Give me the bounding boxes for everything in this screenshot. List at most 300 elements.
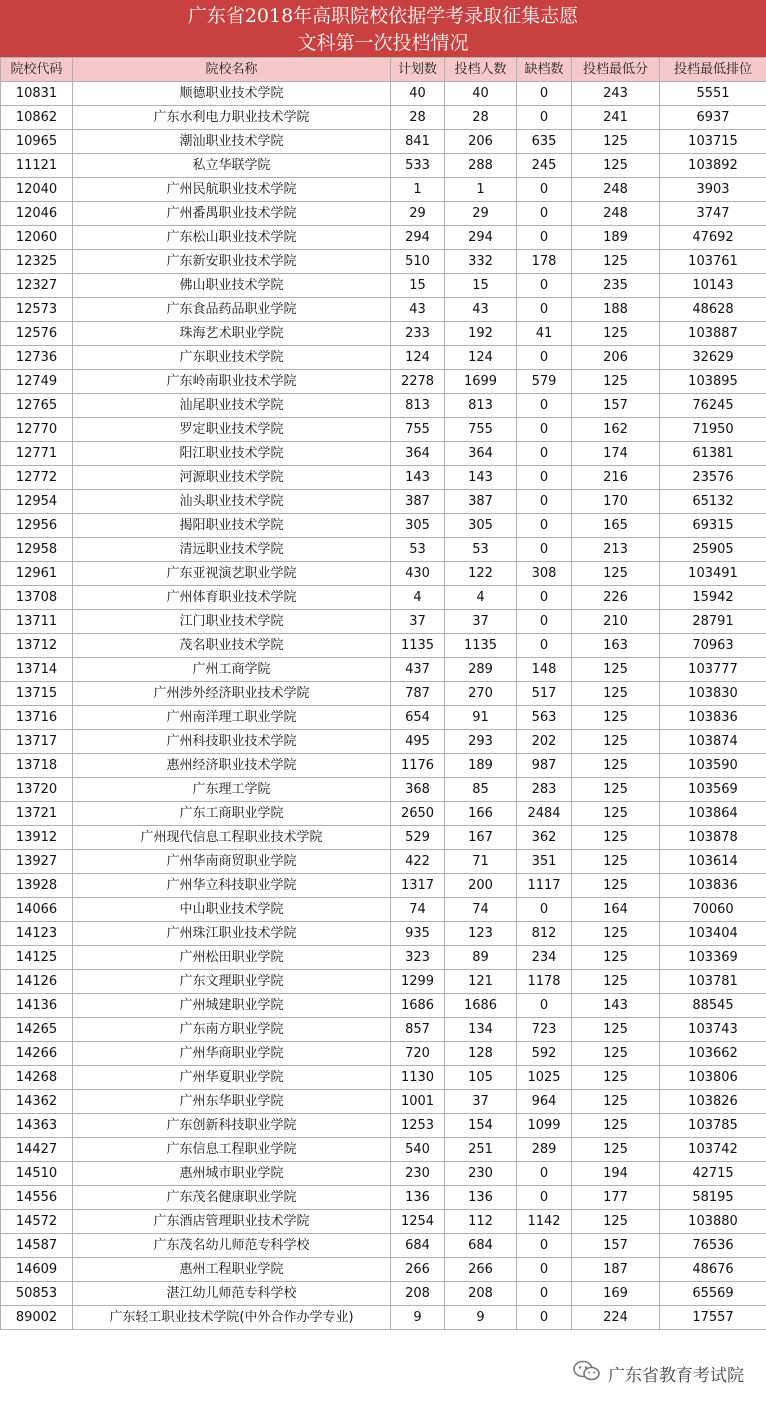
cell-min-rank: 103614: [660, 850, 766, 874]
table-row: [1, 298, 766, 322]
cell-shortfall: 289: [517, 1138, 572, 1162]
cell-shortfall: 41: [517, 322, 572, 346]
cell-shortfall: 579: [517, 370, 572, 394]
cell-admitted: 134: [445, 1018, 517, 1042]
cell-plan: 28: [391, 106, 445, 130]
cell-admitted: 105: [445, 1066, 517, 1090]
cell-shortfall: 0: [517, 202, 572, 226]
cell-school-name: 茂名职业技术学院: [73, 634, 391, 658]
cell-shortfall: 0: [517, 298, 572, 322]
cell-code: 13912: [1, 826, 73, 850]
cell-code: 12736: [1, 346, 73, 370]
cell-min-score: 206: [572, 346, 660, 370]
cell-school-name: 河源职业技术学院: [73, 466, 391, 490]
cell-school-name: 中山职业技术学院: [73, 898, 391, 922]
cell-admitted: 29: [445, 202, 517, 226]
table-row: [1, 154, 766, 178]
cell-school-name: 广州华商职业学院: [73, 1042, 391, 1066]
table-row: [1, 1258, 766, 1282]
cell-shortfall: 0: [517, 586, 572, 610]
cell-shortfall: 0: [517, 1258, 572, 1282]
cell-min-score: 143: [572, 994, 660, 1018]
cell-min-rank: 103785: [660, 1114, 766, 1138]
cell-school-name: 广州东华职业学院: [73, 1090, 391, 1114]
table-row: [1, 586, 766, 610]
cell-shortfall: 0: [517, 634, 572, 658]
cell-shortfall: 0: [517, 1282, 572, 1306]
cell-plan: 233: [391, 322, 445, 346]
cell-min-rank: 48628: [660, 298, 766, 322]
cell-admitted: 53: [445, 538, 517, 562]
cell-min-rank: 103715: [660, 130, 766, 154]
column-header-shortfall: 缺档数: [517, 58, 572, 82]
table-row: [1, 274, 766, 298]
cell-school-name: 广东创新科技职业学院: [73, 1114, 391, 1138]
cell-plan: 208: [391, 1282, 445, 1306]
cell-school-name: 广州松田职业学院: [73, 946, 391, 970]
cell-admitted: 294: [445, 226, 517, 250]
cell-shortfall: 0: [517, 466, 572, 490]
cell-min-score: 177: [572, 1186, 660, 1210]
cell-admitted: 112: [445, 1210, 517, 1234]
cell-min-rank: 42715: [660, 1162, 766, 1186]
cell-school-name: 广东茂名健康职业学院: [73, 1186, 391, 1210]
footer-text: 广东省教育考试院: [608, 1365, 744, 1386]
cell-shortfall: 245: [517, 154, 572, 178]
cell-min-rank: 103830: [660, 682, 766, 706]
table-row: [1, 250, 766, 274]
cell-admitted: 684: [445, 1234, 517, 1258]
cell-plan: 857: [391, 1018, 445, 1042]
cell-shortfall: 362: [517, 826, 572, 850]
cell-admitted: 143: [445, 466, 517, 490]
cell-admitted: 74: [445, 898, 517, 922]
cell-min-score: 235: [572, 274, 660, 298]
cell-min-rank: 71950: [660, 418, 766, 442]
cell-code: 14268: [1, 1066, 73, 1090]
cell-admitted: 1699: [445, 370, 517, 394]
table-row: [1, 778, 766, 802]
cell-plan: 230: [391, 1162, 445, 1186]
column-header-plan: 计划数: [391, 58, 445, 82]
table-row: [1, 562, 766, 586]
cell-plan: 136: [391, 1186, 445, 1210]
cell-min-score: 125: [572, 250, 660, 274]
cell-min-rank: 103878: [660, 826, 766, 850]
table-row: [1, 370, 766, 394]
cell-code: 12749: [1, 370, 73, 394]
cell-plan: 305: [391, 514, 445, 538]
cell-code: 13927: [1, 850, 73, 874]
cell-min-score: 125: [572, 754, 660, 778]
cell-school-name: 广东轻工职业技术学院(中外合作办学专业): [73, 1306, 391, 1330]
cell-admitted: 200: [445, 874, 517, 898]
cell-shortfall: 0: [517, 394, 572, 418]
column-header-min-score: 投档最低分: [572, 58, 660, 82]
cell-code: 12961: [1, 562, 73, 586]
table-row: [1, 1090, 766, 1114]
cell-min-score: 189: [572, 226, 660, 250]
cell-min-score: 125: [572, 130, 660, 154]
cell-school-name: 广东水利电力职业技术学院: [73, 106, 391, 130]
cell-shortfall: 0: [517, 226, 572, 250]
cell-min-rank: 103662: [660, 1042, 766, 1066]
cell-code: 14266: [1, 1042, 73, 1066]
table-row: [1, 1138, 766, 1162]
cell-min-score: 224: [572, 1306, 660, 1330]
page-title: 广东省2018年高职院校依据学考录取征集志愿: [187, 5, 579, 27]
cell-min-rank: 17557: [660, 1306, 766, 1330]
cell-min-score: 125: [572, 1114, 660, 1138]
column-header-name: 院校名称: [73, 58, 391, 82]
cell-min-rank: 103491: [660, 562, 766, 586]
cell-admitted: 293: [445, 730, 517, 754]
cell-shortfall: 517: [517, 682, 572, 706]
table-row: [1, 946, 766, 970]
cell-plan: 266: [391, 1258, 445, 1282]
cell-min-rank: 103569: [660, 778, 766, 802]
cell-school-name: 广东亚视演艺职业学院: [73, 562, 391, 586]
admission-table: [0, 57, 766, 1330]
table-row: [1, 610, 766, 634]
cell-school-name: 广州体育职业技术学院: [73, 586, 391, 610]
table-row: [1, 442, 766, 466]
page-subtitle: 文科第一次投档情况: [297, 32, 469, 54]
cell-min-rank: 103880: [660, 1210, 766, 1234]
cell-shortfall: 178: [517, 250, 572, 274]
cell-school-name: 广东新安职业技术学院: [73, 250, 391, 274]
cell-code: 14609: [1, 1258, 73, 1282]
cell-min-rank: 15942: [660, 586, 766, 610]
cell-code: 14125: [1, 946, 73, 970]
cell-min-rank: 65569: [660, 1282, 766, 1306]
cell-school-name: 广州南洋理工职业学院: [73, 706, 391, 730]
cell-shortfall: 0: [517, 1234, 572, 1258]
cell-school-name: 佛山职业技术学院: [73, 274, 391, 298]
cell-min-score: 125: [572, 826, 660, 850]
cell-code: 89002: [1, 1306, 73, 1330]
wechat-icon: [572, 1359, 602, 1388]
cell-school-name: 揭阳职业技术学院: [73, 514, 391, 538]
cell-shortfall: 0: [517, 1306, 572, 1330]
cell-min-rank: 23576: [660, 466, 766, 490]
cell-code: 14265: [1, 1018, 73, 1042]
cell-school-name: 广东茂名幼儿师范专科学校: [73, 1234, 391, 1258]
cell-admitted: 136: [445, 1186, 517, 1210]
table-row: [1, 466, 766, 490]
cell-shortfall: 563: [517, 706, 572, 730]
cell-plan: 53: [391, 538, 445, 562]
cell-plan: 841: [391, 130, 445, 154]
table-row: [1, 1306, 766, 1330]
cell-shortfall: 964: [517, 1090, 572, 1114]
cell-plan: 1299: [391, 970, 445, 994]
cell-min-score: 125: [572, 658, 660, 682]
cell-code: 12770: [1, 418, 73, 442]
cell-school-name: 广东职业技术学院: [73, 346, 391, 370]
cell-min-score: 125: [572, 154, 660, 178]
cell-admitted: 332: [445, 250, 517, 274]
table-row: [1, 850, 766, 874]
table-row: [1, 202, 766, 226]
table-row: [1, 1162, 766, 1186]
cell-min-rank: 103887: [660, 322, 766, 346]
cell-code: 10831: [1, 82, 73, 106]
cell-code: 12040: [1, 178, 73, 202]
cell-admitted: 189: [445, 754, 517, 778]
cell-school-name: 惠州工程职业学院: [73, 1258, 391, 1282]
cell-plan: 2650: [391, 802, 445, 826]
table-row: [1, 1042, 766, 1066]
cell-min-score: 125: [572, 970, 660, 994]
table-row: [1, 802, 766, 826]
cell-plan: 29: [391, 202, 445, 226]
cell-admitted: 37: [445, 610, 517, 634]
cell-min-score: 125: [572, 946, 660, 970]
cell-min-score: 125: [572, 922, 660, 946]
cell-min-score: 125: [572, 1018, 660, 1042]
footer-source: [572, 1358, 744, 1388]
cell-min-score: 157: [572, 1234, 660, 1258]
cell-shortfall: 0: [517, 274, 572, 298]
cell-min-rank: 103369: [660, 946, 766, 970]
cell-admitted: 387: [445, 490, 517, 514]
cell-shortfall: 0: [517, 442, 572, 466]
table-row: [1, 346, 766, 370]
cell-plan: 74: [391, 898, 445, 922]
cell-plan: 387: [391, 490, 445, 514]
cell-min-score: 125: [572, 370, 660, 394]
table-row: [1, 130, 766, 154]
cell-min-score: 226: [572, 586, 660, 610]
cell-min-rank: 32629: [660, 346, 766, 370]
cell-min-rank: 103836: [660, 874, 766, 898]
cell-plan: 43: [391, 298, 445, 322]
cell-code: 12958: [1, 538, 73, 562]
cell-school-name: 清远职业技术学院: [73, 538, 391, 562]
cell-min-score: 188: [572, 298, 660, 322]
cell-min-score: 125: [572, 1210, 660, 1234]
cell-plan: 323: [391, 946, 445, 970]
cell-admitted: 167: [445, 826, 517, 850]
cell-code: 12771: [1, 442, 73, 466]
cell-min-score: 164: [572, 898, 660, 922]
table-row: [1, 1066, 766, 1090]
cell-code: 12046: [1, 202, 73, 226]
cell-code: 14572: [1, 1210, 73, 1234]
cell-code: 13716: [1, 706, 73, 730]
cell-shortfall: 0: [517, 1162, 572, 1186]
cell-school-name: 广州城建职业学院: [73, 994, 391, 1018]
cell-shortfall: 1142: [517, 1210, 572, 1234]
cell-min-score: 210: [572, 610, 660, 634]
cell-code: 12765: [1, 394, 73, 418]
table-row: [1, 514, 766, 538]
cell-min-score: 213: [572, 538, 660, 562]
cell-code: 11121: [1, 154, 73, 178]
cell-plan: 720: [391, 1042, 445, 1066]
cell-min-rank: 103806: [660, 1066, 766, 1090]
cell-min-rank: 47692: [660, 226, 766, 250]
table-row: [1, 826, 766, 850]
cell-min-score: 125: [572, 850, 660, 874]
cell-plan: 813: [391, 394, 445, 418]
cell-min-score: 125: [572, 1042, 660, 1066]
cell-code: 13708: [1, 586, 73, 610]
table-body: [1, 82, 766, 1330]
table-row: [1, 730, 766, 754]
cell-school-name: 惠州经济职业技术学院: [73, 754, 391, 778]
cell-min-rank: 10143: [660, 274, 766, 298]
cell-min-score: 125: [572, 1090, 660, 1114]
cell-school-name: 广东文理职业学院: [73, 970, 391, 994]
cell-min-score: 248: [572, 202, 660, 226]
cell-min-score: 174: [572, 442, 660, 466]
cell-shortfall: 234: [517, 946, 572, 970]
cell-school-name: 罗定职业技术学院: [73, 418, 391, 442]
cell-plan: 1253: [391, 1114, 445, 1138]
cell-admitted: 85: [445, 778, 517, 802]
cell-shortfall: 0: [517, 106, 572, 130]
cell-min-score: 125: [572, 322, 660, 346]
cell-min-score: 125: [572, 1066, 660, 1090]
cell-shortfall: 1117: [517, 874, 572, 898]
cell-plan: 1130: [391, 1066, 445, 1090]
cell-admitted: 9: [445, 1306, 517, 1330]
cell-min-rank: 103836: [660, 706, 766, 730]
cell-min-score: 169: [572, 1282, 660, 1306]
cell-code: 14427: [1, 1138, 73, 1162]
cell-shortfall: 635: [517, 130, 572, 154]
cell-school-name: 广东南方职业学院: [73, 1018, 391, 1042]
table-row: [1, 538, 766, 562]
table-row: [1, 706, 766, 730]
cell-plan: 437: [391, 658, 445, 682]
cell-admitted: 208: [445, 1282, 517, 1306]
cell-plan: 540: [391, 1138, 445, 1162]
cell-min-score: 243: [572, 82, 660, 106]
cell-plan: 510: [391, 250, 445, 274]
table-row: [1, 970, 766, 994]
cell-plan: 1317: [391, 874, 445, 898]
cell-school-name: 广州现代信息工程职业技术学院: [73, 826, 391, 850]
cell-admitted: 813: [445, 394, 517, 418]
cell-shortfall: 0: [517, 1186, 572, 1210]
cell-code: 12060: [1, 226, 73, 250]
cell-min-rank: 103404: [660, 922, 766, 946]
cell-admitted: 91: [445, 706, 517, 730]
table-row: [1, 1210, 766, 1234]
cell-code: 12325: [1, 250, 73, 274]
cell-min-score: 162: [572, 418, 660, 442]
cell-school-name: 广州民航职业技术学院: [73, 178, 391, 202]
cell-min-rank: 76245: [660, 394, 766, 418]
cell-min-score: 170: [572, 490, 660, 514]
cell-code: 14362: [1, 1090, 73, 1114]
cell-admitted: 1135: [445, 634, 517, 658]
cell-code: 14510: [1, 1162, 73, 1186]
cell-admitted: 288: [445, 154, 517, 178]
cell-min-rank: 103761: [660, 250, 766, 274]
cell-code: 13718: [1, 754, 73, 778]
cell-min-rank: 25905: [660, 538, 766, 562]
cell-code: 12772: [1, 466, 73, 490]
table-header-row: [1, 58, 766, 82]
cell-code: 12573: [1, 298, 73, 322]
table-row: [1, 682, 766, 706]
cell-code: 14556: [1, 1186, 73, 1210]
table-row: [1, 994, 766, 1018]
cell-admitted: 122: [445, 562, 517, 586]
cell-plan: 143: [391, 466, 445, 490]
cell-code: 13721: [1, 802, 73, 826]
cell-school-name: 广州工商学院: [73, 658, 391, 682]
cell-min-rank: 6937: [660, 106, 766, 130]
table-row: [1, 226, 766, 250]
table-row: [1, 754, 766, 778]
cell-min-rank: 58195: [660, 1186, 766, 1210]
cell-shortfall: 812: [517, 922, 572, 946]
cell-shortfall: 1099: [517, 1114, 572, 1138]
cell-plan: 1001: [391, 1090, 445, 1114]
cell-admitted: 230: [445, 1162, 517, 1186]
cell-admitted: 192: [445, 322, 517, 346]
table-row: [1, 490, 766, 514]
cell-plan: 1: [391, 178, 445, 202]
cell-admitted: 364: [445, 442, 517, 466]
cell-min-rank: 70963: [660, 634, 766, 658]
cell-school-name: 广州珠江职业技术学院: [73, 922, 391, 946]
cell-min-score: 216: [572, 466, 660, 490]
cell-shortfall: 0: [517, 610, 572, 634]
cell-school-name: 汕尾职业技术学院: [73, 394, 391, 418]
cell-admitted: 28: [445, 106, 517, 130]
cell-min-score: 125: [572, 802, 660, 826]
cell-code: 14126: [1, 970, 73, 994]
cell-min-score: 125: [572, 778, 660, 802]
cell-code: 13720: [1, 778, 73, 802]
table-row: [1, 82, 766, 106]
cell-code: 12956: [1, 514, 73, 538]
cell-school-name: 湛江幼儿师范专科学校: [73, 1282, 391, 1306]
cell-plan: 1135: [391, 634, 445, 658]
cell-plan: 4: [391, 586, 445, 610]
cell-min-rank: 103864: [660, 802, 766, 826]
cell-shortfall: 0: [517, 514, 572, 538]
cell-plan: 2278: [391, 370, 445, 394]
column-header-min-rank: 投档最低排位: [660, 58, 766, 82]
cell-plan: 294: [391, 226, 445, 250]
cell-code: 13711: [1, 610, 73, 634]
table-row: [1, 394, 766, 418]
table-row: [1, 1186, 766, 1210]
cell-admitted: 4: [445, 586, 517, 610]
cell-plan: 1686: [391, 994, 445, 1018]
cell-shortfall: 0: [517, 418, 572, 442]
cell-school-name: 顺德职业技术学院: [73, 82, 391, 106]
cell-shortfall: 0: [517, 178, 572, 202]
cell-plan: 787: [391, 682, 445, 706]
cell-min-rank: 103895: [660, 370, 766, 394]
cell-school-name: 广东信息工程职业学院: [73, 1138, 391, 1162]
cell-school-name: 广州华夏职业学院: [73, 1066, 391, 1090]
cell-plan: 529: [391, 826, 445, 850]
cell-code: 13715: [1, 682, 73, 706]
cell-min-rank: 28791: [660, 610, 766, 634]
cell-code: 14587: [1, 1234, 73, 1258]
cell-admitted: 166: [445, 802, 517, 826]
cell-plan: 654: [391, 706, 445, 730]
